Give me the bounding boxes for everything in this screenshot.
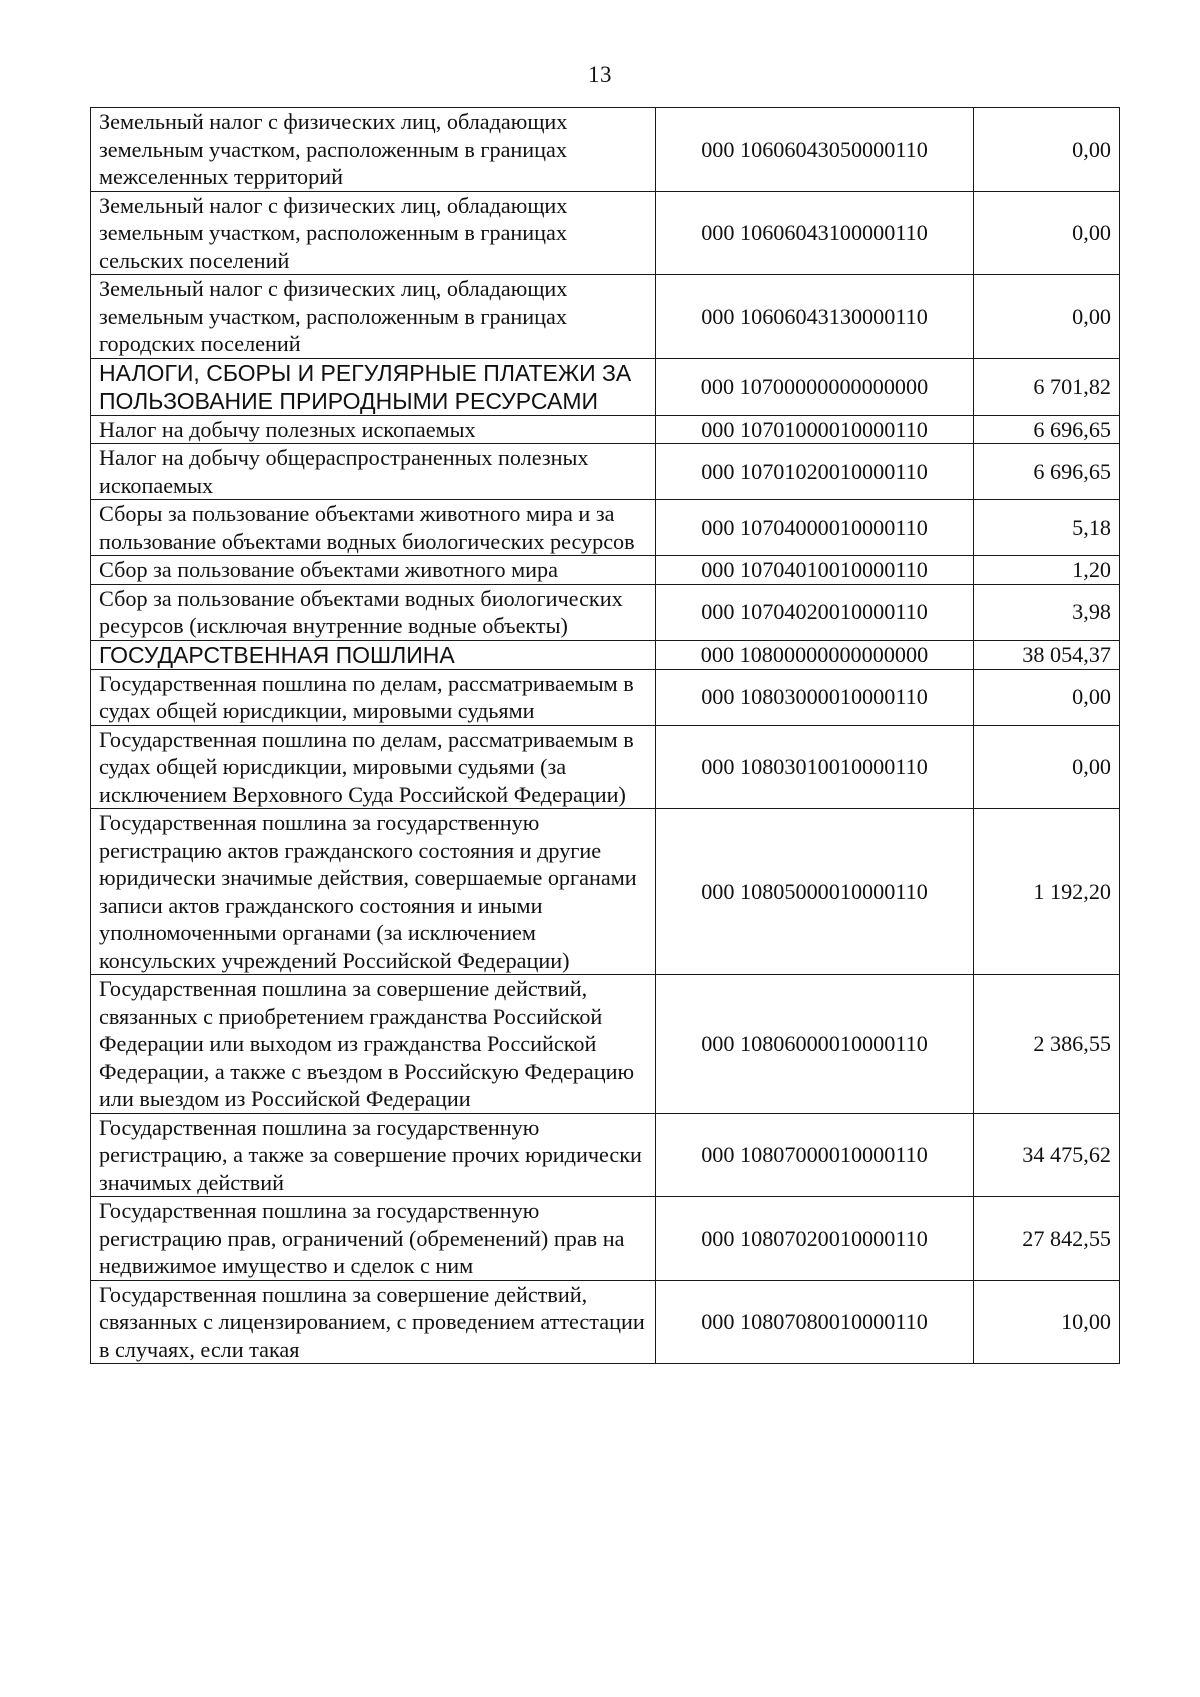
table-row (91, 584, 1120, 640)
amount-cell: 0,00 (974, 725, 1120, 809)
revenue-name-cell: Государственная пошлина за государственную регистрацию прав, ограничений (обременений) прав на недвижимое имущество и сделок с ним (91, 1197, 656, 1281)
revenue-name-cell: Государственная пошлина по делам, рассматриваемым в судах общей юрисдикции, мировыми судьями (91, 669, 656, 725)
revenue-name-cell: Налог на добычу полезных ископаемых (91, 415, 656, 444)
budget-code-cell: 000 10704020010000110 (656, 584, 974, 640)
amount-cell: 34 475,62 (974, 1113, 1120, 1197)
budget-code-cell: 000 10806000010000110 (656, 975, 974, 1114)
revenue-name-cell: Налог на добычу общераспространенных полезных ископаемых (91, 444, 656, 500)
budget-code-cell: 000 10606043050000110 (656, 108, 974, 192)
revenue-table (90, 107, 1120, 1364)
amount-cell: 5,18 (974, 500, 1120, 556)
table-row (91, 975, 1120, 1114)
table-row (91, 1113, 1120, 1197)
budget-code-cell: 000 10704000010000110 (656, 500, 974, 556)
budget-code-cell: 000 10701000010000110 (656, 415, 974, 444)
budget-code-cell: 000 10807000010000110 (656, 1113, 974, 1197)
table-row (91, 725, 1120, 809)
table-row (91, 108, 1120, 192)
section-name-cell: НАЛОГИ, СБОРЫ И РЕГУЛЯРНЫЕ ПЛАТЕЖИ ЗА ПОЛЬЗОВАНИЕ ПРИРОДНЫМИ РЕСУРСАМИ (91, 358, 656, 415)
budget-code-cell: 000 10807080010000110 (656, 1280, 974, 1364)
table-row (91, 1280, 1120, 1364)
budget-code-cell: 000 10803010010000110 (656, 725, 974, 809)
budget-code-cell: 000 10701020010000110 (656, 444, 974, 500)
amount-cell: 1 192,20 (974, 809, 1120, 975)
section-row (91, 640, 1120, 669)
amount-cell: 6 696,65 (974, 444, 1120, 500)
budget-code-cell: 000 10800000000000000 (656, 640, 974, 669)
amount-cell: 3,98 (974, 584, 1120, 640)
revenue-name-cell: Государственная пошлина за совершение действий, связанных с приобретением гражданства Российской Федерации или выходом из гражданства Российской Федерации, а также с въездом в Российскую Федерацию или выездом из Российской Федерации (91, 975, 656, 1114)
section-name-cell: ГОСУДАРСТВЕННАЯ ПОШЛИНА (91, 640, 656, 669)
budget-code-cell: 000 10606043100000110 (656, 191, 974, 275)
revenue-name-cell: Государственная пошлина за совершение действий, связанных с лицензированием, с проведением аттестации в случаях, если такая (91, 1280, 656, 1364)
budget-code-cell: 000 10700000000000000 (656, 358, 974, 415)
table-row (91, 1197, 1120, 1281)
revenue-name-cell: Государственная пошлина по делам, рассматриваемым в судах общей юрисдикции, мировыми судьями (за исключением Верховного Суда Российской Федерации) (91, 725, 656, 809)
table-row (91, 191, 1120, 275)
table-row (91, 275, 1120, 359)
revenue-name-cell: Земельный налог с физических лиц, обладающих земельным участком, расположенным в границах межселенных территорий (91, 108, 656, 192)
table-row (91, 556, 1120, 585)
section-row (91, 358, 1120, 415)
amount-cell: 2 386,55 (974, 975, 1120, 1114)
revenue-name-cell: Государственная пошлина за государственную регистрацию, а также за совершение прочих юридически значимых действий (91, 1113, 656, 1197)
budget-code-cell: 000 10803000010000110 (656, 669, 974, 725)
table-row (91, 415, 1120, 444)
table-row (91, 500, 1120, 556)
table-row (91, 669, 1120, 725)
amount-cell: 0,00 (974, 275, 1120, 359)
amount-cell: 27 842,55 (974, 1197, 1120, 1281)
table-row (91, 809, 1120, 975)
revenue-name-cell: Земельный налог с физических лиц, обладающих земельным участком, расположенным в границах сельских поселений (91, 191, 656, 275)
amount-cell: 6 696,65 (974, 415, 1120, 444)
amount-cell: 0,00 (974, 669, 1120, 725)
revenue-name-cell: Земельный налог с физических лиц, обладающих земельным участком, расположенным в границах городских поселений (91, 275, 656, 359)
budget-code-cell: 000 10606043130000110 (656, 275, 974, 359)
amount-cell: 1,20 (974, 556, 1120, 585)
revenue-name-cell: Сборы за пользование объектами животного мира и за пользование объектами водных биологических ресурсов (91, 500, 656, 556)
amount-cell: 10,00 (974, 1280, 1120, 1364)
page-number: 13 (588, 62, 612, 87)
revenue-name-cell: Сбор за пользование объектами водных биологических ресурсов (исключая внутренние водные объекты) (91, 584, 656, 640)
budget-code-cell: 000 10805000010000110 (656, 809, 974, 975)
amount-cell: 6 701,82 (974, 358, 1120, 415)
amount-cell: 0,00 (974, 191, 1120, 275)
revenue-name-cell: Сбор за пользование объектами животного мира (91, 556, 656, 585)
amount-cell: 0,00 (974, 108, 1120, 192)
amount-cell: 38 054,37 (974, 640, 1120, 669)
table-row (91, 444, 1120, 500)
revenue-name-cell: Государственная пошлина за государственную регистрацию актов гражданского состояния и другие юридически значимые действия, совершаемые органами записи актов гражданского состояния и иными уполномоченными органами (за исключением консульских учреждений Российской Федерации) (91, 809, 656, 975)
budget-code-cell: 000 10807020010000110 (656, 1197, 974, 1281)
revenue-table-body (91, 108, 1120, 1364)
budget-code-cell: 000 10704010010000110 (656, 556, 974, 585)
